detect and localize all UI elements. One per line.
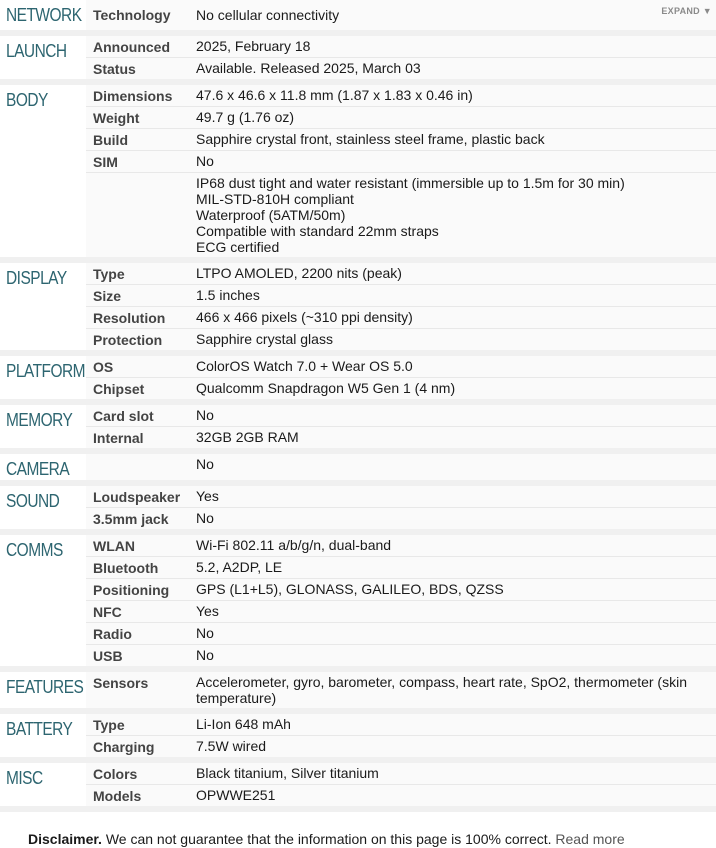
spec-value: No — [196, 510, 214, 526]
spec-value: ColorOS Watch 7.0 + Wear OS 5.0 — [196, 358, 413, 374]
spec-rows — [86, 0, 716, 30]
spec-value: 47.6 x 46.6 x 11.8 mm (1.87 x 1.83 x 0.46 in) — [196, 87, 473, 103]
spec-title[interactable]: Colors — [93, 766, 138, 782]
spec-value: Accelerometer, gyro, barometer, compass, heart rate, SpO2, thermometer (skin temperature) — [196, 674, 687, 706]
category-label[interactable]: PLATFORM — [6, 361, 86, 381]
spec-value-line: ECG certified — [196, 239, 280, 255]
disclaimer — [0, 830, 716, 848]
spec-value: No cellular connectivity — [196, 7, 340, 23]
spec-row — [86, 263, 716, 285]
spec-value: Li-Ion 648 mAh — [196, 716, 291, 732]
read-more-link[interactable]: Read more — [555, 831, 625, 847]
spec-value: GPS (L1+L5), GLONASS, GALILEO, BDS, QZSS — [196, 581, 504, 597]
spec-section-body — [0, 85, 716, 263]
spec-value: Qualcomm Snapdragon W5 Gen 1 (4 nm) — [196, 380, 456, 396]
spec-title[interactable]: Protection — [93, 332, 163, 348]
spec-section-camera — [0, 454, 716, 486]
spec-title[interactable]: Resolution — [93, 310, 166, 326]
spec-value: 466 x 466 pixels (~310 ppi density) — [196, 309, 413, 325]
spec-section-display — [0, 263, 716, 356]
category-label[interactable]: FEATURES — [6, 677, 84, 697]
spec-value: LTPO AMOLED, 2200 nits (peak) — [196, 265, 402, 281]
spec-value: Yes — [196, 488, 219, 504]
spec-row — [86, 0, 716, 30]
spec-title[interactable]: Build — [93, 132, 128, 148]
category-label[interactable]: COMMS — [6, 540, 63, 560]
spec-title[interactable]: Chipset — [93, 381, 145, 397]
spec-row — [86, 427, 716, 448]
spec-value: Yes — [196, 603, 219, 619]
spec-title[interactable]: Positioning — [93, 582, 170, 598]
spec-rows — [86, 486, 716, 529]
category-label[interactable]: MEMORY — [6, 410, 73, 430]
category-label[interactable]: CAMERA — [6, 459, 70, 479]
spec-value: Black titanium, Silver titanium — [196, 765, 379, 781]
spec-row — [86, 535, 716, 557]
spec-section-comms — [0, 535, 716, 672]
spec-section-memory — [0, 405, 716, 454]
spec-value: 5.2, A2DP, LE — [196, 559, 283, 575]
spec-rows — [86, 672, 716, 708]
spec-title[interactable]: WLAN — [93, 538, 135, 554]
category-label[interactable]: DISPLAY — [6, 268, 67, 288]
spec-value: 1.5 inches — [196, 287, 260, 303]
spec-section-network — [0, 0, 716, 36]
spec-rows — [86, 714, 716, 757]
spec-value: OPWWE251 — [196, 787, 276, 803]
spec-title[interactable]: Models — [93, 788, 142, 804]
spec-title[interactable]: Announced — [93, 39, 170, 55]
spec-title[interactable]: NFC — [93, 604, 122, 620]
spec-value — [196, 173, 716, 257]
spec-section-misc — [0, 763, 716, 812]
spec-value: Available. Released 2025, March 03 — [196, 60, 421, 76]
spec-title[interactable]: OS — [93, 359, 114, 375]
spec-title[interactable]: Charging — [93, 739, 155, 755]
spec-row — [86, 405, 716, 427]
category-label[interactable]: SOUND — [6, 491, 60, 511]
spec-rows — [86, 763, 716, 806]
spec-row — [86, 58, 716, 79]
spec-title[interactable]: Bluetooth — [93, 560, 159, 576]
spec-title[interactable]: Status — [93, 61, 136, 77]
spec-section-launch — [0, 36, 716, 85]
spec-row — [86, 601, 716, 623]
category-label[interactable]: MISC — [6, 768, 43, 788]
spec-title[interactable]: Weight — [93, 110, 140, 126]
spec-title[interactable]: Radio — [93, 626, 132, 642]
spec-rows — [86, 85, 716, 257]
spec-value: 49.7 g (1.76 oz) — [196, 109, 295, 125]
spec-row — [86, 85, 716, 107]
spec-row — [86, 36, 716, 58]
spec-title[interactable]: SIM — [93, 154, 118, 170]
spec-row — [86, 173, 716, 257]
spec-value-line: MIL-STD-810H compliant — [196, 191, 354, 207]
spec-row — [86, 736, 716, 757]
spec-value: Sapphire crystal front, stainless steel frame, plastic back — [196, 131, 545, 147]
spec-rows — [86, 36, 716, 79]
spec-value: Sapphire crystal glass — [196, 331, 333, 347]
spec-value: No — [196, 153, 214, 169]
spec-title[interactable]: Type — [93, 717, 125, 733]
spec-title[interactable]: USB — [93, 648, 123, 664]
spec-row — [86, 645, 716, 666]
spec-row — [86, 129, 716, 151]
spec-rows — [86, 356, 716, 399]
spec-section-sound — [0, 486, 716, 535]
category-label[interactable]: NETWORK — [6, 5, 82, 25]
spec-value-line: IP68 dust tight and water resistant (immersible up to 1.5m for 30 min) — [196, 175, 625, 191]
expand-button[interactable]: EXPAND ▼ — [661, 6, 712, 16]
spec-row — [86, 356, 716, 378]
spec-section-features — [0, 672, 716, 714]
spec-row — [86, 623, 716, 645]
spec-title[interactable]: 3.5mm jack — [93, 511, 169, 527]
spec-value: 32GB 2GB RAM — [196, 429, 299, 445]
spec-section-battery — [0, 714, 716, 763]
spec-rows — [86, 263, 716, 350]
spec-row — [86, 579, 716, 601]
category-label[interactable]: BATTERY — [6, 719, 73, 739]
spec-row — [86, 486, 716, 508]
spec-value: No — [196, 407, 214, 423]
spec-row — [86, 672, 716, 708]
disclaimer-label: Disclaimer. — [28, 831, 102, 847]
disclaimer-text: We can not guarantee that the information on this page is 100% correct. — [101, 831, 552, 847]
spec-title[interactable]: Size — [93, 288, 122, 304]
spec-row — [86, 557, 716, 579]
spec-row — [86, 763, 716, 785]
spec-value: Wi-Fi 802.11 a/b/g/n, dual-band — [196, 537, 392, 553]
spec-title[interactable]: Loudspeaker — [93, 489, 181, 505]
spec-title — [86, 173, 196, 174]
spec-row — [86, 454, 716, 474]
spec-row — [86, 508, 716, 529]
spec-row — [86, 307, 716, 329]
spec-row — [86, 378, 716, 399]
spec-row — [86, 151, 716, 173]
spec-rows — [86, 535, 716, 666]
spec-title[interactable]: Technology — [93, 7, 171, 23]
spec-section-platform — [0, 356, 716, 405]
category-label[interactable]: LAUNCH — [6, 41, 67, 61]
spec-value: No — [196, 456, 214, 472]
spec-title[interactable]: Card slot — [93, 408, 154, 424]
spec-title[interactable]: Dimensions — [93, 88, 173, 104]
spec-value: 2025, February 18 — [196, 38, 311, 54]
spec-value-line: Waterproof (5ATM/50m) — [196, 207, 346, 223]
spec-row — [86, 285, 716, 307]
spec-title[interactable]: Sensors — [93, 675, 149, 691]
spec-row — [86, 714, 716, 736]
spec-title — [86, 454, 196, 455]
spec-value-line: Compatible with standard 22mm straps — [196, 223, 439, 239]
spec-row — [86, 785, 716, 806]
spec-row — [86, 329, 716, 350]
spec-rows — [86, 405, 716, 448]
spec-value: No — [196, 625, 214, 641]
spec-rows — [86, 454, 716, 480]
spec-value: No — [196, 647, 214, 663]
spec-title[interactable]: Internal — [93, 430, 144, 446]
category-label[interactable]: BODY — [6, 90, 48, 110]
spec-value: 7.5W wired — [196, 738, 267, 754]
spec-title[interactable]: Type — [93, 266, 125, 282]
spec-row — [86, 107, 716, 129]
